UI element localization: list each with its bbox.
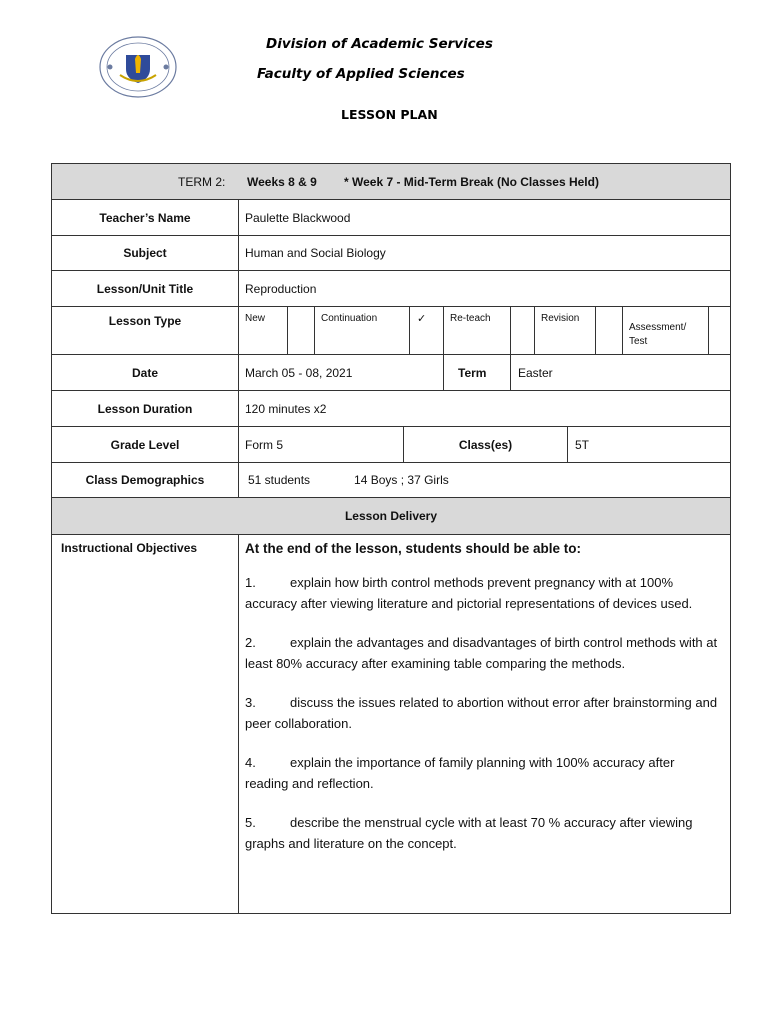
objectives-label: Instructional Objectives: [61, 541, 198, 555]
objective-item: 1. explain how birth control methods prevent pregnancy with at 100% accuracy after viewing literature and pictorial representations of devices used.: [245, 575, 693, 611]
check-mark-icon: ✓: [409, 307, 443, 354]
gender-breakdown: 14 Boys ; 37 Girls: [354, 473, 449, 487]
date-value: March 05 - 08, 2021: [238, 355, 443, 390]
teacher-value: Paulette Blackwood: [238, 200, 730, 235]
duration-value: 120 minutes x2: [238, 391, 730, 426]
unit-row: [52, 271, 730, 307]
term-row: [52, 164, 730, 200]
grade-label: Grade Level: [110, 437, 180, 452]
teacher-row: [52, 200, 730, 236]
grade-row: [52, 427, 730, 463]
date-label: Date: [131, 365, 158, 380]
unit-value: Reproduction: [238, 271, 730, 306]
duration-label: Lesson Duration: [97, 401, 193, 416]
checkbox-reteach: [510, 307, 534, 354]
option-assessment: Assessment/ Test: [622, 307, 708, 354]
lesson-type-label: Lesson Type: [108, 314, 182, 328]
student-count: 51 students: [248, 473, 311, 487]
objectives-row: [52, 535, 730, 913]
term-label: TERM 2:: [178, 174, 226, 189]
academy-logo: [98, 35, 178, 99]
lesson-plan-table: [51, 163, 731, 914]
term-field-value: Easter: [510, 355, 730, 390]
weeks-label: Weeks 8 & 9: [247, 174, 317, 189]
term-field-label: Term: [443, 355, 510, 390]
mid-term-note: * Week 7 - Mid-Term Break (No Classes Held): [344, 174, 599, 189]
delivery-row: [52, 498, 730, 535]
objective-item: 4. explain the importance of family planning with 100% accuracy after reading and reflection.: [245, 755, 675, 791]
objective-item: 3. discuss the issues related to abortion without error after brainstorming and peer collaboration.: [245, 695, 718, 731]
duration-row: [52, 391, 730, 427]
demographics-row: [52, 463, 730, 498]
faculty-title: Faculty of Applied Sciences: [257, 66, 465, 82]
lesson-delivery-heading: Lesson Delivery: [344, 509, 438, 523]
subject-label: Subject: [123, 246, 167, 260]
option-new: New: [238, 307, 287, 354]
class-value: 5T: [567, 427, 730, 462]
demographics-label: Class Demographics: [85, 473, 205, 487]
date-row: [52, 355, 730, 391]
objective-item: 5. describe the menstrual cycle with at least 70 % accuracy after viewing graphs and literature on the concept.: [245, 815, 693, 851]
option-reteach: Re-teach: [443, 307, 510, 354]
checkbox-new: [287, 307, 314, 354]
checkbox-assessment: [708, 307, 730, 354]
checkbox-revision: [595, 307, 622, 354]
demographics-value: [238, 463, 730, 497]
teacher-label: Teacher’s Name: [99, 210, 191, 225]
objectives-content: [238, 535, 730, 913]
document-title: LESSON PLAN: [341, 107, 438, 122]
objective-item: 2. explain the advantages and disadvantages of birth control methods with at least 80% accuracy after examining table comparing the methods.: [245, 635, 718, 671]
grade-value: Form 5: [238, 427, 403, 462]
option-continuation: Continuation: [314, 307, 409, 354]
option-revision: Revision: [534, 307, 595, 354]
subject-row: [52, 236, 730, 271]
subject-value: Human and Social Biology: [238, 236, 730, 270]
unit-label: Lesson/Unit Title: [96, 281, 194, 296]
class-label: Class(es): [403, 427, 567, 462]
lesson-type-row: [52, 307, 730, 355]
objectives-intro: At the end of the lesson, students should be able to:: [245, 541, 582, 556]
division-title: Division of Academic Services: [266, 36, 493, 52]
